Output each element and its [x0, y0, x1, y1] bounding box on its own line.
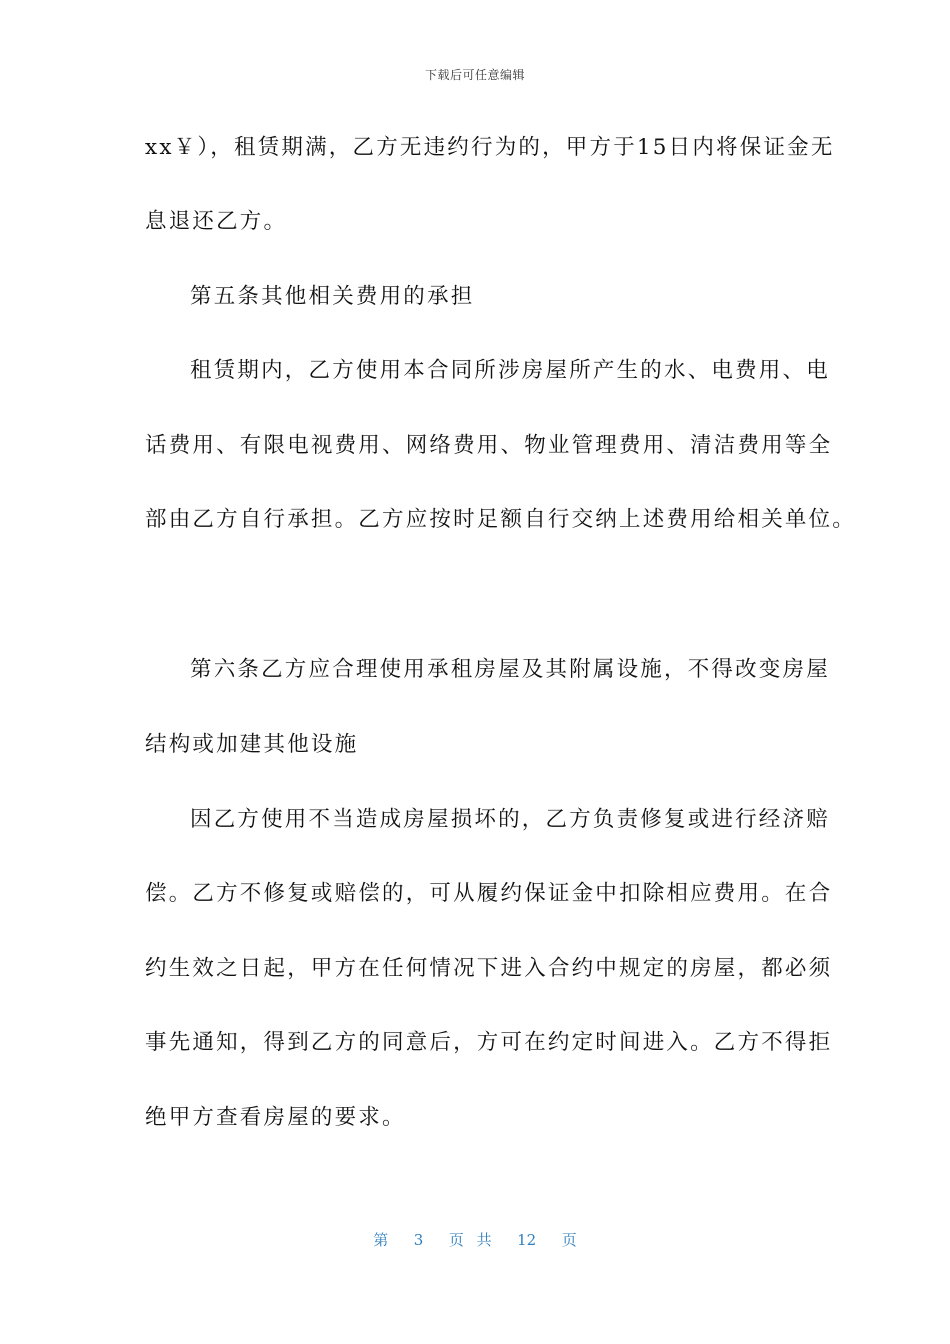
text-line-6: 部由乙方自行承担。乙方应按时足额自行交纳上述费用给相关单位。 — [145, 507, 857, 532]
text-line-11: 约生效之日起，甲方在任何情况下进入合约中规定的房屋，都必须 — [145, 956, 833, 981]
section-heading-5: 第五条其他相关费用的承担 — [190, 284, 475, 309]
text-line-5: 话费用、有限电视费用、网络费用、物业管理费用、清洁费用等全 — [145, 433, 833, 458]
page-number-footer: 第 3 页 共 12 页 — [373, 1231, 577, 1249]
text-line-2: 息退还乙方。 — [145, 209, 288, 234]
text-line-10: 偿。乙方不修复或赔偿的，可从履约保证金中扣除相应费用。在合 — [145, 881, 833, 906]
text-line-1: xx￥），租赁期满，乙方无违约行为的，甲方于15日内将保证金无 — [145, 135, 835, 160]
page-header: 下载后可任意编辑 — [424, 68, 525, 82]
section-heading-6: 第六条乙方应合理使用承租房屋及其附属设施，不得改变房屋 — [190, 657, 830, 682]
text-line-12: 事先通知，得到乙方的同意后，方可在约定时间进入。乙方不得拒 — [145, 1030, 833, 1055]
text-line-9: 因乙方使用不当造成房屋损坏的，乙方负责修复或进行经济赔 — [190, 807, 830, 832]
text-line-8: 结构或加建其他设施 — [145, 732, 359, 757]
text-line-4: 租赁期内，乙方使用本合同所涉房屋所产生的水、电费用、电 — [190, 358, 830, 383]
text-line-13: 绝甲方查看房屋的要求。 — [145, 1105, 406, 1130]
